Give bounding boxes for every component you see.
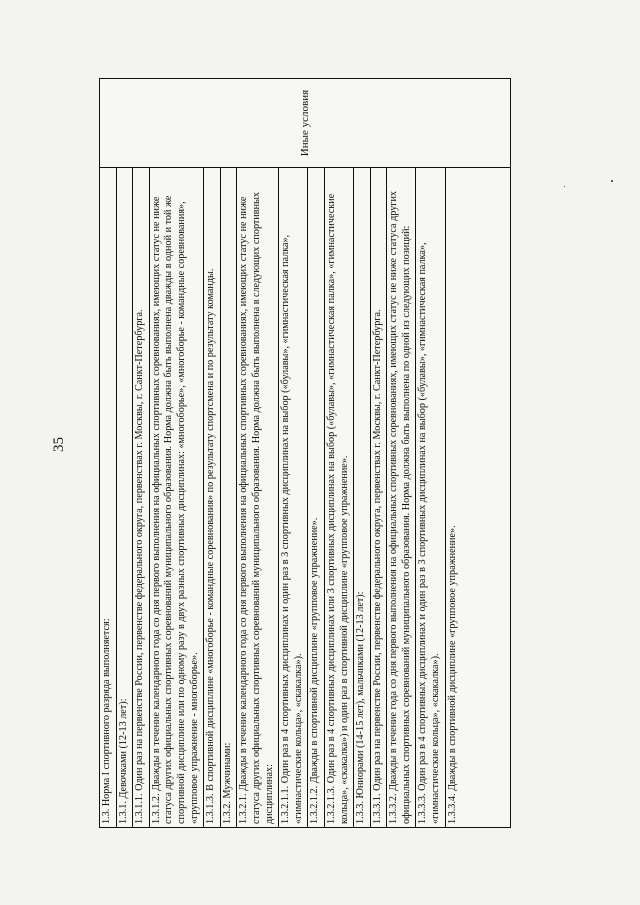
- condition-row: 1.3.3.2. Дважды в течение года со дня первого выполнения на официальных спортивных соревнованиях, имеющих статус не ниже статуса других официальных спортивных соревнований муниципального образования. Норма должна быть выполнена по одной из следующих позиций:: [387, 168, 416, 827]
- condition-row: 1.3.3.4. Дважды в спортивной дисциплине «групповое упражнение».: [446, 525, 458, 824]
- conditions-column: [100, 167, 510, 827]
- requirements-table: [99, 78, 511, 828]
- condition-row: 1.3.1.2. Дважды в течение календарного года со дня первого выполнения на официальных спортивных соревнованиях, имеющих статус не ниже статуса других официальных спортивных соревнований муниципального образования. Норма должна быть выполнена дважды в одной и той же спортивной дисциплине или по одному разу в двух разных спортивных дисциплинах: «многоборье», «многоборье - командные соревнования», «групповое упражнение - многоборье».: [150, 168, 204, 827]
- condition-row: 1.3.2. Мужчинами:: [221, 168, 238, 827]
- condition-row: 1.3.3.1. Один раз на первенстве России, первенстве федерального округа, первенствах г. Москвы, г. Санкт-Петербурга.: [371, 168, 388, 827]
- condition-row: 1.3. Норма I спортивного разряда выполняется:: [100, 168, 117, 827]
- condition-row: 1.3.1. Девочками (12-13 лет):: [117, 168, 134, 827]
- condition-row: 1.3.2.1.1. Один раз в 4 спортивных дисциплинах и один раз в 3 спортивных дисциплинах на выбор («булавы», «гимнастическая палка», «гимнастические кольца», «скакалка»).: [279, 168, 308, 827]
- condition-row: 1.3.2.1.3. Один раз в 4 спортивных дисциплинах или 3 спортивных дисциплинах на выбор («булавы», «гимнастическая палка», «гимнастические кольца», «скакалка») и один раз в спортивной дисциплине «групповое упражнение».: [325, 168, 354, 827]
- scan-speck: [564, 186, 565, 187]
- condition-row: 1.3.2.1.2. Дважды в спортивной дисциплине «групповое упражнение».: [308, 168, 325, 827]
- side-label: Иные условия: [299, 89, 311, 157]
- page-number: 35: [51, 437, 67, 452]
- condition-row: 1.3.3.3. Один раз в 4 спортивных дисциплинах и один раз в 3 спортивных дисциплинах на выбор («булавы», «гимнастическая палка», «гимнастические кольца», «скакалка»).: [416, 168, 445, 827]
- condition-row: 1.3.3. Юниорами (14-15 лет), мальчиками (12-13 лет):: [354, 168, 371, 827]
- condition-row: 1.3.1.3. В спортивной дисциплине «многоборье - командные соревнования» по результату спортсмена и по результату команды.: [204, 168, 221, 827]
- condition-row: 1.3.1.1. Один раз на первенстве России, первенстве федерального округа, первенствах г. Москвы, г. Санкт-Петербурга.: [133, 168, 150, 827]
- side-column: [100, 79, 510, 167]
- condition-row: 1.3.2.1. Дважды в течение календарного года со дня первого выполнения на официальных спортивных соревнованиях, имеющих статус не ниже статуса других официальных спортивных соревнований муниципального образования. Норма должна быть выполнена в следующих спортивных дисциплинах:: [237, 168, 279, 827]
- scan-speck: [611, 180, 613, 182]
